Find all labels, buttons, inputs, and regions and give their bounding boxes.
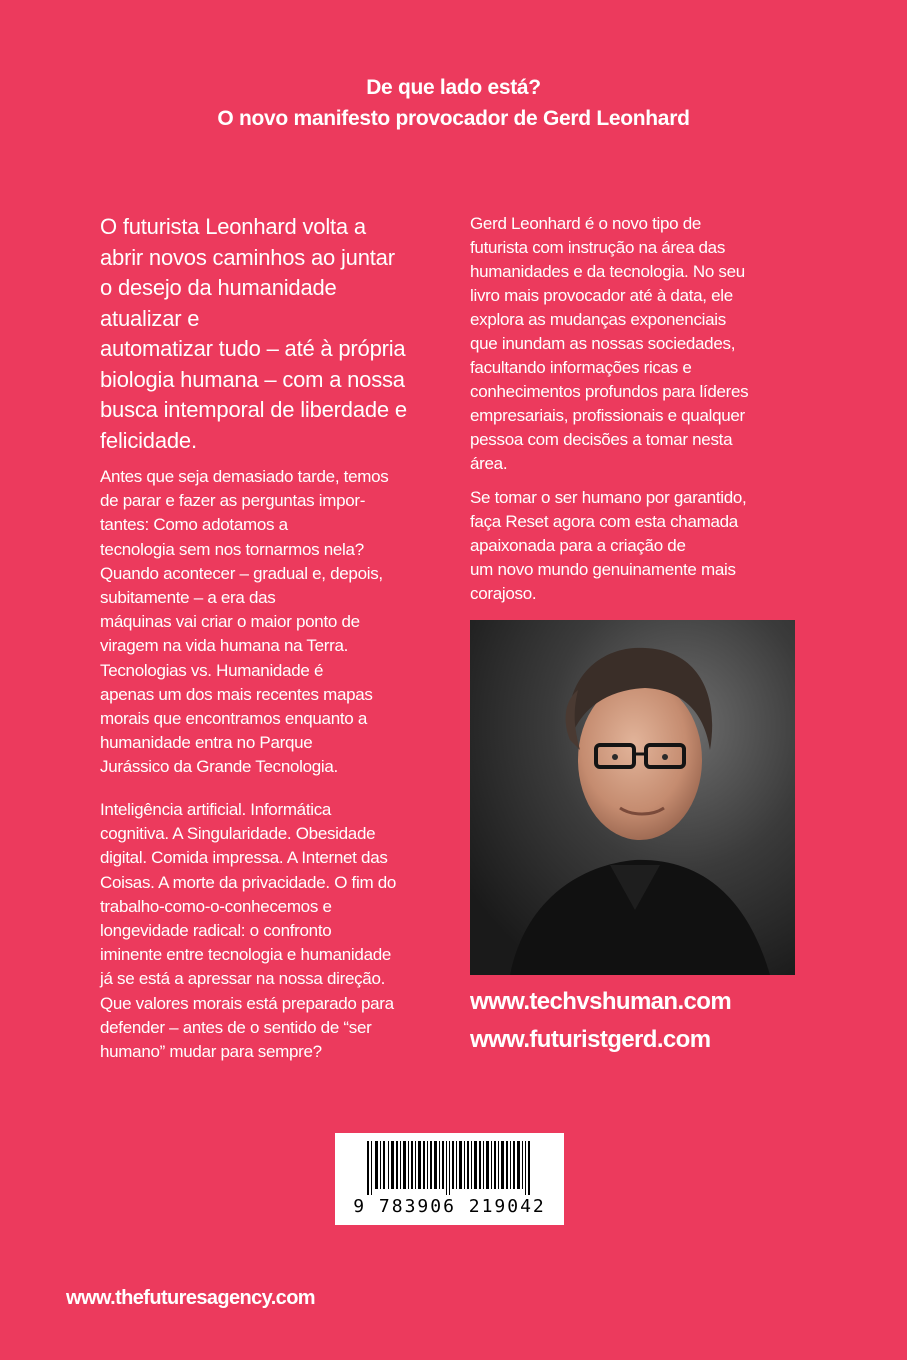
paragraph-line: máquinas vai criar o maior ponto de	[100, 612, 360, 632]
paragraph-line: subitamente – a era das	[100, 588, 276, 608]
paragraph-line: viragem na vida humana na Terra.	[100, 636, 349, 656]
author-bio-paragraph	[470, 212, 800, 476]
paragraph-line: Coisas. A morte da privacidade. O fim do	[100, 872, 397, 892]
paragraph-line: Que valores morais está preparado para	[100, 993, 394, 1013]
isbn-barcode	[335, 1133, 564, 1225]
paragraph-line: humanidade entra no Parque	[100, 733, 313, 753]
paragraph-line: Jurássico da Grande Tecnologia.	[100, 757, 338, 777]
paragraph-line: humano” mudar para sempre?	[100, 1042, 322, 1062]
paragraph-line: longevidade radical: o confronto	[100, 921, 332, 941]
paragraph-line: Se tomar o ser humano por garantido,	[470, 488, 747, 507]
lead-paragraph	[100, 212, 450, 456]
paragraph-line: tecnologia sem nos tornarmos nela?	[100, 539, 364, 559]
paragraph-line: área.	[470, 454, 508, 473]
paragraph-line: morais que encontramos enquanto a	[100, 709, 367, 729]
paragraph-line: trabalho-como-o-conhecemos e	[100, 896, 332, 916]
lead-line: abrir novos caminhos ao juntar	[100, 244, 395, 270]
paragraph-line: livro mais provocador até à data, ele	[470, 286, 733, 305]
paragraph-line: já se está a apressar na nossa direção.	[100, 969, 386, 989]
paragraph-line: facultando informações ricas e	[470, 358, 692, 377]
paragraph-line: um novo mundo genuinamente mais	[470, 560, 736, 579]
paragraph-line: tantes: Como adotamos a	[100, 515, 288, 535]
paragraph-line: digital. Comida impressa. A Internet das	[100, 848, 388, 868]
paragraph-line: que inundam as nossas sociedades,	[470, 334, 736, 353]
cover-headline	[0, 72, 907, 134]
paragraph-line: pessoa com decisões a tomar nesta	[470, 430, 733, 449]
website-link-futuristgerd[interactable]: www.futuristgerd.com	[470, 1026, 711, 1053]
paragraph-line: Quando acontecer – gradual e, depois,	[100, 563, 383, 583]
lead-line: felicidade.	[100, 427, 197, 453]
paragraph-line: humanidades e da tecnologia. No seu	[470, 262, 745, 281]
paragraph-line: Tecnologias vs. Humanidade é	[100, 660, 324, 680]
paragraph-line: apaixonada para a criação de	[470, 536, 686, 555]
lead-line: o desejo da humanidade	[100, 275, 337, 300]
paragraph-line: corajoso.	[470, 584, 537, 603]
author-photo	[470, 620, 795, 975]
paragraph-line: defender – antes de o sentido de “ser	[100, 1017, 372, 1037]
headline-subtitle: O novo manifesto provocador de Gerd Leonhard	[217, 107, 690, 130]
left-paragraph-questions	[100, 465, 445, 780]
paragraph-line: futurista com instrução na área das	[470, 238, 726, 257]
lead-line: automatizar tudo – até à própria	[100, 336, 406, 361]
paragraph-line: Inteligência artificial. Informática	[100, 800, 332, 819]
lead-line: atualizar e	[100, 305, 200, 331]
lead-line: biologia humana – com a nossa	[100, 366, 405, 392]
call-to-action-paragraph	[470, 486, 800, 606]
publisher-website-link[interactable]: www.thefuturesagency.com	[66, 1287, 315, 1309]
paragraph-line: conhecimentos profundos para líderes	[470, 382, 749, 401]
paragraph-line: Gerd Leonhard é o novo tipo de	[470, 214, 702, 233]
paragraph-line: iminente entre tecnologia e humanidade	[100, 945, 392, 965]
paragraph-line: explora as mudanças exponenciais	[470, 310, 726, 329]
paragraph-line: empresariais, profissionais e qualquer	[470, 406, 745, 425]
paragraph-line: apenas um dos mais recentes mapas	[100, 684, 373, 704]
paragraph-line: de parar e fazer as perguntas impor-	[100, 491, 366, 511]
isbn-number: 9 783906 219042	[353, 1196, 546, 1217]
paragraph-line: Antes que seja demasiado tarde, temos	[100, 467, 389, 486]
lead-line: O futurista Leonhard volta a	[100, 214, 366, 239]
lead-line: busca intemporal de liberdade e	[100, 397, 407, 422]
paragraph-line: faça Reset agora com esta chamada	[470, 512, 738, 531]
headline-question: De que lado está?	[366, 76, 541, 99]
author-portrait-illustration	[470, 620, 795, 975]
left-paragraph-topics	[100, 798, 445, 1064]
website-link-techvshuman[interactable]: www.techvshuman.com	[470, 988, 732, 1015]
barcode-bars	[367, 1141, 533, 1195]
paragraph-line: cognitiva. A Singularidade. Obesidade	[100, 824, 376, 844]
